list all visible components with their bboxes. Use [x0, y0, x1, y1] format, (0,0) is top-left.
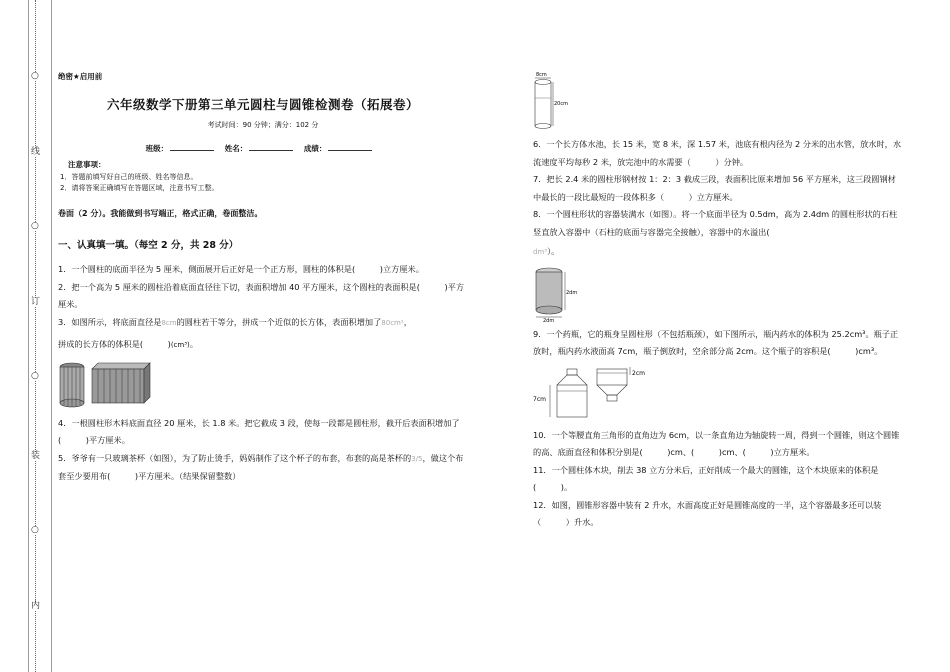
- tea-cup-figure: [533, 70, 593, 132]
- q3-area: 80cm²: [381, 318, 404, 327]
- binding-circle: ○: [31, 371, 39, 381]
- cup-side-label: 20cm: [554, 101, 568, 107]
- page-title: 六年级数学下册第三单元圆柱与圆锥检测卷（拓展卷）: [106, 97, 419, 112]
- binding-mark-xian: 线: [31, 147, 41, 157]
- question-3-cont: 拼成的长方体的体积是( )(cm³)。: [58, 339, 198, 349]
- neatness-score-line: 卷面（2 分）。我能做到书写端正，格式正确，卷面整洁。: [58, 209, 263, 218]
- q8-bottom-label: 2dm: [543, 317, 555, 322]
- question-8-cont: dm³）。: [533, 246, 560, 256]
- left-column: [58, 70, 468, 486]
- binding-mark-zhuang: 装: [31, 451, 41, 461]
- confidential-label: 绝密★启用前: [58, 72, 103, 81]
- q5-fraction: 3/5: [411, 454, 423, 463]
- cup-top-label: 8cm: [536, 72, 547, 78]
- q8-unit: dm³: [533, 248, 548, 256]
- score-label: 成绩：: [303, 144, 327, 153]
- q8-side-label: 2dm: [566, 289, 578, 296]
- question-7: 7．把长 2.4 米的圆柱形钢材按 1：2：3 截成三段，表面积比原来增加 56 平方厘米，这三段圆钢材中最长的一段比最短的一段体积多（ ）立方厘米。: [533, 174, 896, 202]
- question-3: 3．如图所示，将底面直径是8cm的圆柱若干等分，拼成一个近似的长方体，表面积增加了80cm²，: [58, 316, 412, 327]
- binding-dotted-line: [35, 0, 36, 672]
- binding-frame: [28, 0, 52, 672]
- cylinder-to-cuboid-figure: [58, 359, 158, 409]
- score-blank[interactable]: [328, 150, 372, 151]
- binding-mark-ding: 订: [31, 297, 41, 307]
- medicine-bottle-figure: [533, 363, 653, 421]
- binding-circle: ○: [31, 71, 39, 81]
- question-11: 11．一个圆柱体木块，削去 38 立方分米后，正好削成一个最大的圆锥，这个木块原来的体积是( )。: [533, 464, 879, 492]
- question-12: 12．如图，圆锥形容器中装有 2 升水，水面高度正好是圆锥高度的一半，这个容器最多还可以装（ ）升水。: [533, 499, 882, 527]
- q8-container-figure: [533, 264, 903, 322]
- q3-volume-unit: (cm³): [170, 341, 190, 349]
- student-info-row: [58, 142, 468, 156]
- exam-meta: 考试时间：90 分钟；满分：102 分: [207, 121, 319, 129]
- binding-strip: [0, 0, 52, 672]
- bottle-gap-label: 2cm: [632, 369, 645, 377]
- question-10: 10．一个等腰直角三角形的直角边为 6cm，以一条直角边为轴旋转一周，得到一个圆锥，则这个圆锥的高、底面直径和体积分别是( )cm、( )cm、( )立方厘米。: [533, 429, 900, 457]
- section-heading: 一、认真填一填。（每空 2 分，共 28 分）: [58, 240, 239, 251]
- q3-figure: [58, 359, 468, 409]
- question-4: 4．一根圆柱形木料底面直径 20 厘米，长 1.8 米。把它截成 3 段，使每一段都是圆柱形，截开后表面积增加了( )平方厘米。: [58, 417, 460, 445]
- question-5: 5．爷爷有一只玻璃茶杯（如图），为了防止烫手，妈妈制作了这个杯子的布套，布套的高是茶杯的3/5，做这个布套至少要用布( )平方厘米。（结果保留整数）: [58, 452, 464, 481]
- notice-item: 2．请将答案正确填写在答题区域，注意书写工整。: [60, 184, 219, 192]
- binding-circle: ○: [31, 525, 39, 535]
- water-container-figure: [533, 264, 593, 322]
- notice-heading: 注意事项：: [68, 160, 106, 169]
- q3-diameter: 8cm: [161, 318, 177, 327]
- binding-circle: ○: [31, 221, 39, 231]
- class-blank[interactable]: [170, 150, 214, 151]
- name-label: 姓名：: [224, 144, 248, 153]
- q5-cup-figure: [533, 70, 903, 132]
- class-label: 班级：: [145, 144, 169, 153]
- question-2: 2．把一个高为 5 厘米的圆柱沿着底面直径往下切，表面积增加 40 平方厘米，这个圆柱的表面积是( )平方厘米。: [58, 281, 465, 309]
- question-6: 6．一个长方体水池，长 15 米，宽 8 米，深 1.57 米，池底有根内径为 2 分米的出水管，放水时，水流速度平均每秒 2 米，放完池中的水需要（ ）分钟。: [533, 139, 902, 167]
- name-blank[interactable]: [249, 150, 293, 151]
- binding-mark-nei: 内: [31, 601, 41, 611]
- q9-bottle-figure: [533, 363, 903, 421]
- question-9: 9．一个药瓶，它的瓶身呈圆柱形（不包括瓶颈），如下图所示，瓶内药水的体积为 25.2cm³。瓶子正放时，瓶内药水液面高 7cm，瓶子倒放时，空余部分高 2cm。这个瓶子的容积是( )cm³。: [533, 328, 899, 356]
- question-8: 8．一个圆柱形状的容器装满水（如图）。将一个底面半径为 0.5dm，高为 2.4dm 的圆柱形状的石柱竖直放入容器中（石柱的底面与容器完全接触），容器中的水溢出(: [533, 209, 898, 237]
- notice-item: 1．答题前填写好自己的班级、姓名等信息。: [60, 173, 198, 181]
- question-1: 1．一个圆柱的底面半径为 5 厘米，侧面展开后正好是一个正方形，圆柱的体积是( )立方厘米。: [58, 264, 424, 274]
- right-column: [533, 70, 903, 532]
- bottle-height-label: 7cm: [533, 395, 546, 403]
